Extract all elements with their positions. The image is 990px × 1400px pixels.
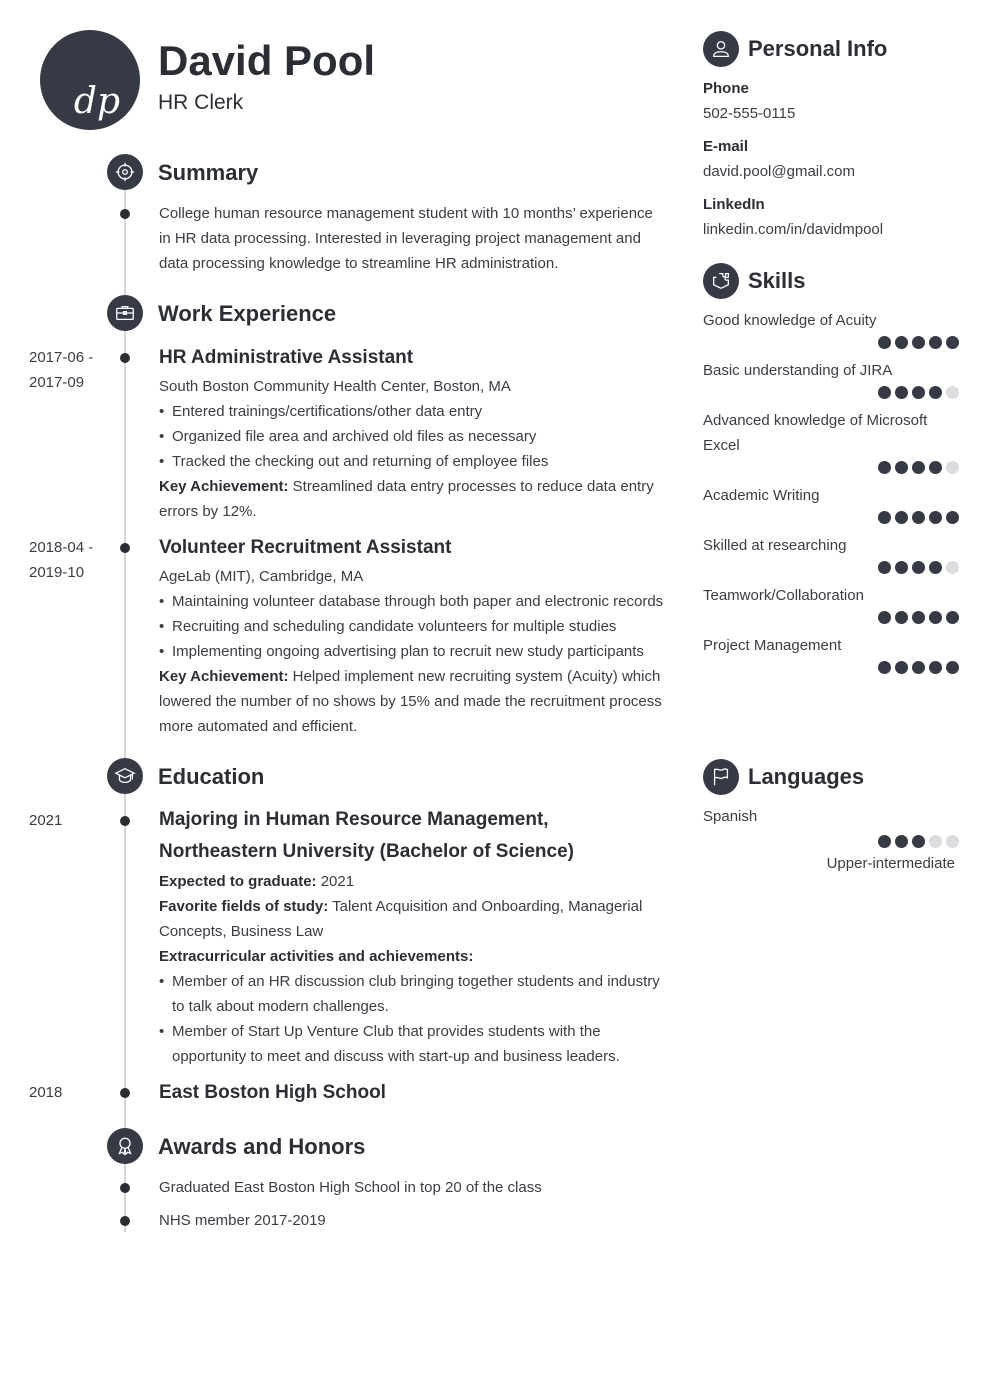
job-date-start: 2017-06 - xyxy=(29,349,94,366)
rating-dot-filled xyxy=(912,611,925,624)
skill-name: Teamwork/Collaboration xyxy=(703,587,864,604)
work-experience-heading: Work Experience xyxy=(158,301,337,326)
skill-name: Good knowledge of Acuity xyxy=(703,312,877,329)
rating-dot-filled xyxy=(878,511,891,524)
rating-dot-filled xyxy=(912,661,925,674)
job-duties xyxy=(159,589,665,664)
skills-list xyxy=(703,308,959,674)
job-entry xyxy=(159,345,665,524)
graduation-value: 2021 xyxy=(320,873,355,890)
job-company: AgeLab (MIT), Cambridge, MA xyxy=(159,568,364,585)
award-ribbon-icon xyxy=(107,1128,143,1164)
language-level: Upper-intermediate xyxy=(826,855,955,872)
school-title: East Boston High School xyxy=(159,1082,386,1103)
job-date-start: 2018-04 - xyxy=(29,539,94,556)
rating-dot-filled xyxy=(929,511,942,524)
phone-value: 502-555-0115 xyxy=(703,105,796,122)
skill-rating xyxy=(703,336,959,349)
fields-value: Talent Acquisition and Onboarding, Managerial Concepts, Business Law xyxy=(159,898,643,940)
rating-dot-filled xyxy=(946,511,959,524)
skill-rating xyxy=(703,661,959,674)
summary-heading: Summary xyxy=(158,160,259,185)
candidate-name: David Pool xyxy=(158,37,376,84)
timeline-dot xyxy=(120,543,130,553)
rating-dot-filled xyxy=(878,386,891,399)
rating-dot-filled xyxy=(878,611,891,624)
extracurricular-label: Extracurricular activities and achievements: xyxy=(159,948,474,965)
avatar-monogram: dp xyxy=(73,81,120,122)
rating-dot-filled xyxy=(912,835,925,848)
job-achievement xyxy=(159,474,665,524)
rating-dot-filled xyxy=(929,386,942,399)
rating-dot-empty xyxy=(946,561,959,574)
timeline-dot xyxy=(120,1088,130,1098)
award-item: NHS member 2017-2019 xyxy=(159,1212,326,1229)
timeline-dot xyxy=(120,209,130,219)
skill-name: Advanced knowledge of Microsoft Excel xyxy=(703,412,928,454)
flag-icon xyxy=(703,759,739,795)
rating-dot-filled xyxy=(912,561,925,574)
email-value: david.pool@gmail.com xyxy=(703,163,855,180)
rating-dot-filled xyxy=(895,336,908,349)
list-item: • Organized file area and archived old files as necessary xyxy=(159,424,665,449)
rating-dot-filled xyxy=(946,611,959,624)
job-date xyxy=(29,535,109,585)
rating-dot-filled xyxy=(895,835,908,848)
rating-dot-filled xyxy=(929,611,942,624)
rating-dot-filled xyxy=(878,835,891,848)
rating-dot-filled xyxy=(878,336,891,349)
rating-dot-filled xyxy=(895,386,908,399)
rating-dot-empty xyxy=(946,461,959,474)
email-label: E-mail xyxy=(703,138,749,155)
rating-dot-filled xyxy=(878,661,891,674)
skill-name: Project Management xyxy=(703,637,842,654)
graduation-label: Expected to graduate: xyxy=(159,873,317,890)
puzzle-icon xyxy=(703,263,739,299)
skill-item xyxy=(703,533,959,574)
graduation-cap-icon xyxy=(107,758,143,794)
fields-label: Favorite fields of study: xyxy=(159,898,329,915)
graduation-info xyxy=(159,869,665,894)
education-date: 2021 xyxy=(29,812,63,829)
list-item: • Member of Start Up Venture Club that provides students with the opportunity to meet and discuss with start-up and business leaders. xyxy=(159,1019,665,1069)
skill-item xyxy=(703,308,959,349)
languages-heading: Languages xyxy=(748,764,865,789)
timeline-dot xyxy=(120,1183,130,1193)
achievement-label: Key Achievement: xyxy=(159,668,289,685)
rating-dot-filled xyxy=(929,661,942,674)
skill-rating xyxy=(703,461,959,474)
skill-rating xyxy=(703,511,959,524)
skill-item xyxy=(703,483,959,524)
rating-dot-filled xyxy=(929,461,942,474)
language-rating xyxy=(703,835,959,848)
education-entry xyxy=(159,1080,665,1105)
linkedin-value: linkedin.com/in/davidmpool xyxy=(703,221,884,238)
degree-title: Majoring in Human Resource Management, Northeastern University (Bachelor of Science) xyxy=(159,809,574,862)
linkedin-label: LinkedIn xyxy=(703,196,765,213)
rating-dot-filled xyxy=(878,561,891,574)
job-company: South Boston Community Health Center, Boston, MA xyxy=(159,378,511,395)
job-date-end: 2017-09 xyxy=(29,374,85,391)
rating-dot-filled xyxy=(895,511,908,524)
candidate-job-title: HR Clerk xyxy=(158,91,244,114)
rating-dot-filled xyxy=(929,561,942,574)
education-heading: Education xyxy=(158,764,265,789)
skill-name: Skilled at researching xyxy=(703,537,847,554)
target-icon xyxy=(107,154,143,190)
skills-heading: Skills xyxy=(748,268,806,293)
job-entry xyxy=(159,535,665,739)
skill-item xyxy=(703,633,959,674)
languages-list xyxy=(703,804,959,876)
job-duties xyxy=(159,399,665,474)
education-entry xyxy=(159,804,665,1069)
rating-dot-filled xyxy=(912,511,925,524)
rating-dot-empty xyxy=(929,835,942,848)
rating-dot-empty xyxy=(946,386,959,399)
fields-of-study xyxy=(159,894,665,944)
skill-rating xyxy=(703,386,959,399)
achievement-text: Streamlined data entry processes to reduce data entry errors by 12%. xyxy=(159,478,654,520)
award-item: Graduated East Boston High School in top 20 of the class xyxy=(159,1179,542,1196)
timeline-dot xyxy=(120,353,130,363)
timeline-dot xyxy=(120,1216,130,1226)
extracurricular-list xyxy=(159,969,665,1069)
personal-info xyxy=(703,76,959,242)
rating-dot-filled xyxy=(912,461,925,474)
rating-dot-filled xyxy=(895,611,908,624)
rating-dot-filled xyxy=(895,461,908,474)
rating-dot-filled xyxy=(912,386,925,399)
job-date-end: 2019-10 xyxy=(29,564,85,581)
list-item: • Recruiting and scheduling candidate volunteers for multiple studies xyxy=(159,614,665,639)
job-title: Volunteer Recruitment Assistant xyxy=(159,537,452,558)
rating-dot-filled xyxy=(912,336,925,349)
rating-dot-filled xyxy=(895,561,908,574)
achievement-label: Key Achievement: xyxy=(159,478,289,495)
skill-rating xyxy=(703,561,959,574)
language-name: Spanish xyxy=(703,808,758,825)
skill-name: Academic Writing xyxy=(703,487,820,504)
skill-item xyxy=(703,408,959,474)
phone-label: Phone xyxy=(703,80,749,97)
job-date xyxy=(29,345,109,395)
rating-dot-filled xyxy=(895,661,908,674)
job-title: HR Administrative Assistant xyxy=(159,347,414,368)
timeline-dot xyxy=(120,816,130,826)
achievement-text: Helped implement new recruiting system (Acuity) which lowered the number of no shows by 15% and made the recruitment process more automated and efficient. xyxy=(159,668,662,735)
personal-info-heading: Personal Info xyxy=(748,36,888,61)
skill-name: Basic understanding of JIRA xyxy=(703,362,893,379)
awards-heading: Awards and Honors xyxy=(158,1134,366,1159)
job-achievement xyxy=(159,664,665,739)
rating-dot-filled xyxy=(946,661,959,674)
list-item: • Member of an HR discussion club bringing together students and industry to talk about modern challenges. xyxy=(159,969,665,1019)
list-item: • Tracked the checking out and returning of employee files xyxy=(159,449,665,474)
education-date: 2018 xyxy=(29,1084,63,1101)
list-item: • Implementing ongoing advertising plan to recruit new study participants xyxy=(159,639,665,664)
avatar xyxy=(40,30,140,130)
rating-dot-filled xyxy=(878,461,891,474)
rating-dot-empty xyxy=(946,835,959,848)
rating-dot-filled xyxy=(946,336,959,349)
skill-item xyxy=(703,583,959,624)
list-item: • Maintaining volunteer database through both paper and electronic records xyxy=(159,589,665,614)
skill-rating xyxy=(703,611,959,624)
summary-text: College human resource management student with 10 months’ experience in HR data processing. Interested in leveraging project management and data processing knowledge to streamline HR administration. xyxy=(159,205,653,272)
skill-item xyxy=(703,358,959,399)
briefcase-icon xyxy=(107,295,143,331)
rating-dot-filled xyxy=(929,336,942,349)
person-icon xyxy=(703,31,739,67)
list-item: • Entered trainings/certifications/other data entry xyxy=(159,399,665,424)
